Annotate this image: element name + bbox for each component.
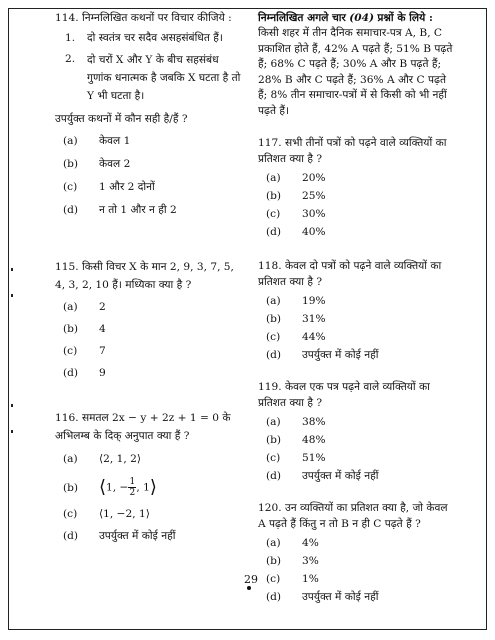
option-a (63, 451, 245, 467)
option-d (266, 589, 458, 605)
option-d (63, 202, 245, 218)
option-label: (c) (63, 345, 78, 357)
passage-text: किसी शहर में तीन दैनिक समाचार-पत्र A, B, C प्रकाशित होते हैं, 42% A पढ़ते हैं; 51% B पढ़ते हैं; 68% C पढ़ते हैं; 30% A और B पढ़ते हैं; 28% B और C पढ़ते हैं; 36% A और C पढ़ते हैं; 8% तीन समाचार-पत्रों में से किसी को भी नहीं पढ़ते हैं। (258, 27, 453, 117)
option-c (266, 571, 458, 587)
option-label: (d) (63, 530, 79, 542)
question-118 (258, 258, 458, 363)
intro-count: (04) (349, 12, 375, 24)
option-label: (b) (63, 481, 79, 494)
option-label: (c) (266, 573, 281, 585)
question-115 (55, 258, 245, 381)
option-b (63, 156, 245, 172)
option-text: न तो 1 और न ही 2 (99, 204, 177, 216)
option-text: 44% (302, 331, 326, 343)
option-b (266, 553, 458, 569)
option-text: 30% (302, 208, 326, 220)
question-120 (258, 500, 458, 605)
vector-part: , 1 (136, 481, 150, 494)
option-label: (b) (266, 434, 282, 446)
angle-close-glyph: ⟩ (149, 476, 157, 498)
option-text: 2 (99, 301, 106, 313)
option-text: 51% (302, 452, 326, 464)
option-text: उपर्युक्त में कोई नहीं (99, 530, 176, 542)
option-text (99, 477, 157, 498)
question-118-head: 118. केवल दो पत्रों को पढ़ने वाले व्यक्तियों का प्रतिशत क्या है ? (258, 260, 442, 288)
margin-speck (11, 430, 13, 433)
option-c (266, 329, 458, 345)
intro-rest: प्रश्नों के लिये : (377, 12, 433, 24)
question-116-head: 116. समतल 2x − y + 2z + 1 = 0 के अभिलम्ब के दिक् अनुपात क्या हैं ? (55, 412, 231, 442)
intro-text: निम्नलिखित अगले चार (258, 12, 346, 24)
statement-1 (65, 30, 245, 46)
option-a (266, 414, 458, 430)
option-text: 25% (302, 190, 326, 202)
option-text: 7 (99, 345, 106, 357)
option-d (63, 528, 245, 544)
option-text: केवल 2 (99, 158, 131, 170)
option-label: (d) (63, 367, 79, 379)
question-114-head: 114. निम्नलिखित कथनों पर विचार कीजिये : (55, 12, 232, 24)
option-text: 1 और 2 दोनों (99, 181, 155, 193)
question-116 (55, 409, 245, 544)
statement-1-number: 1. (65, 32, 76, 44)
option-a (266, 170, 458, 186)
option-text: 38% (302, 416, 326, 428)
statement-2-text: दो चरों X और Y के बीच सहसंबंध गुणांक धनात्मक है जबकि X घटता है तो Y भी घटता है। (87, 54, 241, 102)
option-text: 1% (302, 573, 319, 585)
question-114-ask: उपर्युक्त कथनों में कौन सही है/हैं ? (55, 113, 188, 125)
option-text: ⟨1, −2, 1⟩ (99, 508, 150, 520)
fraction-denominator: 2 (129, 488, 136, 498)
option-label: (a) (266, 416, 281, 428)
option-text: 20% (302, 172, 326, 184)
option-c (63, 179, 245, 195)
option-label: (d) (266, 470, 282, 482)
option-label: (a) (63, 453, 78, 465)
option-label: (a) (266, 295, 281, 307)
option-label: (b) (266, 555, 282, 567)
margin-speck (11, 294, 13, 297)
option-text: उपर्युक्त में कोई नहीं (302, 591, 379, 603)
question-117-head: 117. सभी तीनों पत्रों को पढ़ने वाले व्यक्तियों का प्रतिशत क्या है ? (258, 137, 447, 165)
option-b (266, 188, 458, 204)
question-115-head: 115. किसी विचर X के मान 2, 9, 3, 7, 5, 4, 3, 2, 10 हैं। मध्यिका क्या है ? (55, 261, 234, 291)
vector-part: 1, − (106, 481, 129, 494)
option-b (63, 477, 245, 498)
option-c (63, 506, 245, 522)
statement-1-text: दो स्वतंत्र चर सदैव असहसंबंधित हैं। (87, 32, 223, 44)
option-label: (a) (266, 172, 281, 184)
statement-2 (65, 51, 245, 105)
option-label: (d) (63, 204, 79, 216)
option-b (266, 432, 458, 448)
option-label: (a) (266, 537, 281, 549)
option-label: (c) (63, 181, 78, 193)
option-label: (a) (63, 135, 78, 147)
option-label: (c) (266, 331, 281, 343)
left-column (55, 10, 245, 544)
option-b (63, 321, 245, 337)
option-a (63, 133, 245, 149)
question-114 (55, 10, 245, 218)
right-column (258, 10, 458, 605)
margin-speck (11, 404, 13, 407)
option-text: उपर्युक्त में कोई नहीं (302, 349, 379, 361)
option-text: 9 (99, 367, 106, 379)
option-d (266, 468, 458, 484)
option-text: उपर्युक्त में कोई नहीं (302, 470, 379, 482)
option-c (266, 450, 458, 466)
passage-intro (258, 10, 458, 26)
option-label: (c) (266, 208, 281, 220)
option-text: 40% (302, 226, 326, 238)
statement-2-number: 2. (65, 53, 76, 65)
question-119-head: 119. केवल एक पत्र पढ़ने वाले व्यक्तियों का प्रतिशत क्या है ? (258, 381, 430, 409)
question-117 (258, 135, 458, 240)
option-a (63, 299, 245, 315)
angle-open-glyph: ⟨ (99, 476, 107, 498)
option-label: (b) (63, 323, 79, 335)
option-b (266, 311, 458, 327)
option-label: (c) (266, 452, 281, 464)
option-text: 19% (302, 295, 326, 307)
option-d (266, 224, 458, 240)
option-text: 48% (302, 434, 326, 446)
option-a (266, 535, 458, 551)
page-dot (247, 586, 251, 590)
option-label: (b) (266, 190, 282, 202)
option-label: (c) (63, 508, 78, 520)
option-label: (b) (266, 313, 282, 325)
option-a (266, 293, 458, 309)
option-c (63, 343, 245, 359)
option-label: (d) (266, 226, 282, 238)
option-text: 31% (302, 313, 326, 325)
option-label: (b) (63, 158, 79, 170)
option-label: (d) (266, 591, 282, 603)
fraction-numerator: 1 (129, 477, 136, 487)
option-d (63, 365, 245, 381)
option-label: (d) (266, 349, 282, 361)
page-number: 29 (244, 573, 258, 586)
option-text: ⟨2, 1, 2⟩ (99, 453, 141, 465)
option-d (266, 347, 458, 363)
option-label: (a) (63, 301, 78, 313)
margin-speck (11, 268, 13, 271)
question-119 (258, 379, 458, 484)
question-120-head: 120. उन व्यक्तियों का प्रतिशत क्या है, जो केवल A पढ़ते हैं किंतु न तो B न ही C पढ़ते हैं ? (258, 502, 448, 530)
option-text: 3% (302, 555, 319, 567)
option-c (266, 206, 458, 222)
option-text: 4% (302, 537, 319, 549)
option-text: केवल 1 (99, 135, 131, 147)
option-text: 4 (99, 323, 106, 335)
